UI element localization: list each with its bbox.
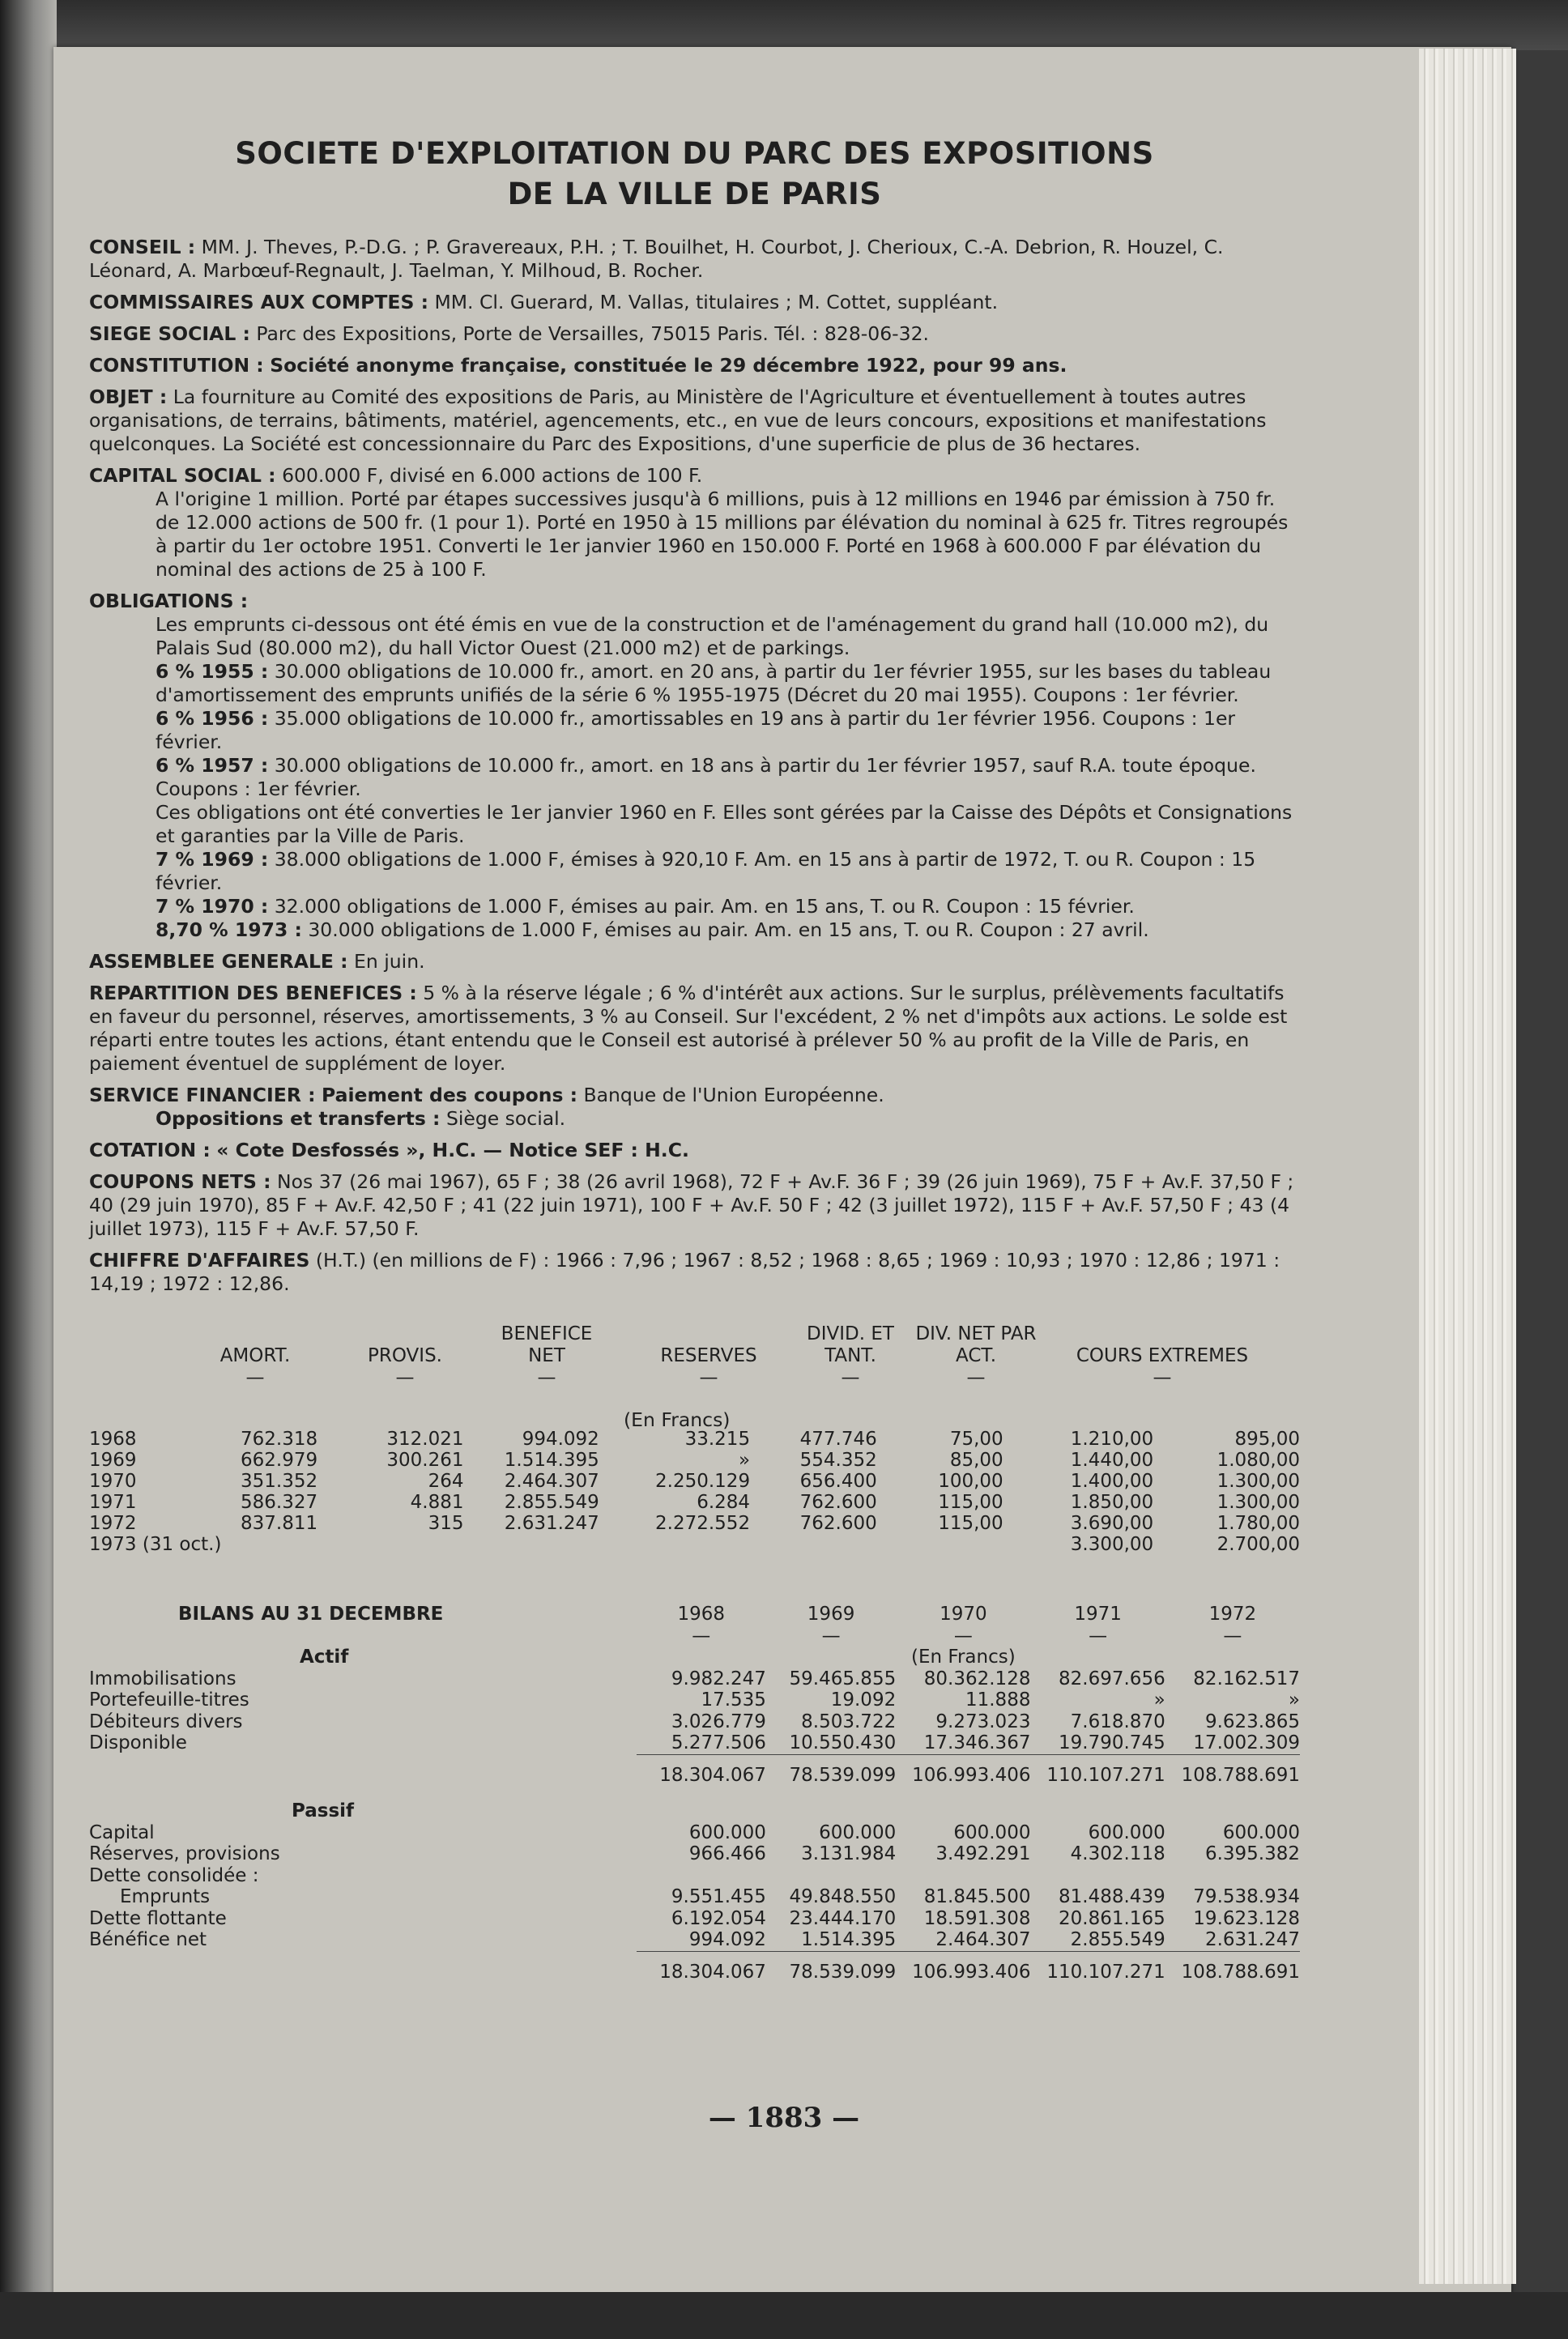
results-cell: 837.811 xyxy=(241,1513,318,1534)
bilan-value xyxy=(1165,1865,1300,1887)
siege-label: SIEGE SOCIAL : xyxy=(89,322,250,345)
bilan-actif-row xyxy=(89,1668,1300,1690)
bilan-label xyxy=(89,1754,637,1786)
bilan-value: 80.362.128 xyxy=(923,1668,1031,1689)
bilan-value: 600.000 xyxy=(819,1821,897,1843)
results-cell: 762.600 xyxy=(799,1513,877,1534)
cotation-label: COTATION : xyxy=(89,1139,211,1161)
balance-sheet xyxy=(89,1604,1300,1983)
bilan-value: 600.000 xyxy=(953,1821,1031,1843)
bilan-value: — xyxy=(821,1625,841,1647)
bilan-passif-row xyxy=(89,1843,1300,1865)
obligation-1973: 8,70 % 1973 : 30.000 obligations de 1.000 F, émises au pair. Am. en 15 ans, T. ou R. Coupon : 27 avril. xyxy=(156,918,1149,941)
assemblee-section xyxy=(89,950,1300,974)
results-cell: 75,00 xyxy=(949,1429,1003,1450)
obligation-1955: 6 % 1955 : 30.000 obligations de 10.000 fr., amort. en 20 ans, à partir du 1er février 1955, sur les bases du tableau d'amortissement des emprunts unifiés de la série 6 % 1955-1975 (Décret du 20 mai 1955). Coupons : 1er février. xyxy=(156,660,1272,706)
bilan-passif-row xyxy=(89,1908,1300,1930)
bilan-label: Immobilisations xyxy=(89,1668,236,1689)
bilan-value: 23.444.170 xyxy=(789,1907,897,1929)
bilan-value: 18.591.308 xyxy=(923,1907,1031,1929)
bilan-value xyxy=(896,1865,1030,1887)
bilan-passif-label xyxy=(89,1786,1300,1822)
bilan-value: 79.538.934 xyxy=(1193,1886,1300,1907)
bilan-label xyxy=(89,1625,637,1647)
bilan-value: 9.273.023 xyxy=(935,1711,1031,1732)
results-cell: 762.600 xyxy=(799,1492,877,1513)
col-header-reserves: RESERVES — xyxy=(660,1345,757,1388)
obligation-1957: 6 % 1957 : 30.000 obligations de 10.000 fr., amort. en 18 ans à partir du 1er février 1957, sauf R.A. toute époque. Coupons : 1er février. xyxy=(156,754,1256,800)
bilan-actif-total xyxy=(89,1754,1300,1786)
bilan-value: 19.623.128 xyxy=(1193,1907,1300,1929)
siege-section xyxy=(89,322,1300,346)
bilan-value: 1971 xyxy=(1074,1604,1122,1625)
results-year: 1970 xyxy=(89,1471,137,1492)
results-year: 1971 xyxy=(89,1492,137,1513)
bilan-value: 10.550.430 xyxy=(789,1732,897,1753)
bilan-value: 600.000 xyxy=(688,1821,766,1843)
bilan-value: 108.788.691 xyxy=(1165,1754,1300,1786)
bilan-value: 106.993.406 xyxy=(896,1951,1030,1983)
bilan-value: 19.092 xyxy=(830,1689,897,1711)
results-cell: » xyxy=(739,1450,751,1471)
bilan-value: 18.304.067 xyxy=(637,1951,766,1983)
repartition-section xyxy=(89,982,1300,1076)
bilan-value: 17.535 xyxy=(701,1689,766,1711)
results-cell: 656.400 xyxy=(799,1471,877,1492)
title-line-2: DE LA VILLE DE PARIS xyxy=(507,177,882,211)
results-cell: 1.300,00 xyxy=(1216,1471,1300,1492)
bilan-label: Actif xyxy=(300,1647,349,1668)
results-cell: 315 xyxy=(428,1513,464,1534)
results-year: 1968 xyxy=(89,1429,137,1450)
commissaires-text: MM. Cl. Guerard, M. Vallas, titulaires ; M. Cottet, suppléant. xyxy=(434,291,999,313)
bilan-label: Bénéfice net xyxy=(89,1929,207,1951)
results-cell xyxy=(317,1534,463,1555)
obligation-1970: 7 % 1970 : 32.000 obligations de 1.000 F, émises au pair. Am. en 15 ans, T. ou R. Coupon : 15 février. xyxy=(156,895,1135,918)
results-cell: 2.250.129 xyxy=(655,1471,751,1492)
results-cell: 3.300,00 xyxy=(1070,1534,1154,1555)
bilan-value: 2.464.307 xyxy=(935,1929,1031,1950)
bilan-value: 49.848.550 xyxy=(789,1886,897,1907)
results-cell: 2.855.549 xyxy=(504,1492,599,1513)
bilan-value: 81.488.439 xyxy=(1059,1886,1165,1907)
background-top xyxy=(0,0,1568,50)
results-cell: 2.464.307 xyxy=(504,1471,599,1492)
bilan-label: Dette flottante xyxy=(89,1907,227,1929)
bilan-value xyxy=(766,1647,896,1668)
col-header-provis: PROVIS. — xyxy=(368,1345,442,1388)
commissaires-label: COMMISSAIRES AUX COMPTES : xyxy=(89,291,428,313)
bilan-value: 17.002.309 xyxy=(1193,1732,1300,1753)
results-body xyxy=(89,1429,1300,1555)
bilan-value: 6.192.054 xyxy=(671,1907,766,1929)
objet-label: OBJET : xyxy=(89,386,168,408)
results-cell xyxy=(599,1534,750,1555)
bilan-value: 9.623.865 xyxy=(1204,1711,1300,1732)
bilan-value: 1970 xyxy=(940,1604,987,1625)
bilan-value: — xyxy=(953,1625,973,1647)
results-cell xyxy=(750,1534,877,1555)
results-cell: 1.400,00 xyxy=(1070,1471,1154,1492)
page-edges xyxy=(1419,49,1516,2284)
bilan-value: 59.465.855 xyxy=(789,1668,897,1689)
bilan-value: (En Francs) xyxy=(911,1647,1016,1668)
conseil-text: MM. J. Theves, P.-D.G. ; P. Gravereaux, P.H. ; T. Bouilhet, H. Courbot, J. Cherioux, C.-A. Debrion, R. Houzel, C. Léonard, A. Marbœuf-Regnault, J. Taelman, Y. Milhoud, B. Rocher. xyxy=(89,236,1224,282)
results-year: 1973 (31 oct.) xyxy=(89,1534,222,1555)
results-cell: 554.352 xyxy=(799,1450,877,1471)
bilan-value: 3.492.291 xyxy=(935,1843,1031,1864)
obligation-1969: 7 % 1969 : 38.000 obligations de 1.000 F, émises à 920,10 F. Am. en 15 ans à partir de 1972, T. ou R. Coupon : 15 février. xyxy=(156,848,1256,894)
coupons-label: COUPONS NETS : xyxy=(89,1170,271,1193)
bilan-value xyxy=(1165,1647,1300,1668)
page-number: — 1883 — xyxy=(708,2102,860,2134)
bilan-value xyxy=(896,1786,1030,1822)
bilan-value xyxy=(1165,1786,1300,1822)
bilan-value: 6.395.382 xyxy=(1204,1843,1300,1864)
objet-text: La fourniture au Comité des expositions de Paris, au Ministère de l'Agriculture et éventuellement à toutes autres organisations, de terrains, bâtiments, matériel, agencements, etc., en vue de leurs concours, expositions et manifestations quelconques. La Société est concessionnaire du Parc des Expositions, d'une superficie de plus de 36 hectares. xyxy=(89,386,1267,455)
bilan-value: 81.845.500 xyxy=(923,1886,1031,1907)
obligations-label: OBLIGATIONS : xyxy=(89,590,249,612)
results-cell: 100,00 xyxy=(938,1471,1003,1492)
results-table xyxy=(89,1323,1300,1555)
obligations-section xyxy=(89,590,1300,942)
results-row xyxy=(89,1471,1300,1492)
page-content xyxy=(89,134,1300,1983)
results-cell: 1.440,00 xyxy=(1070,1450,1154,1471)
capital-history: A l'origine 1 million. Porté par étapes successives jusqu'à 6 millions, puis à 12 millions en 1946 par émission à 750 fr. de 12.000 actions de 500 fr. (1 pour 1). Porté en 1950 à 15 millions par élévation du nominal à 625 fr. Titres regroupés à partir du 1er octobre 1951. Converti le 1er janvier 1960 en 150.000 F. Porté en 1968 à 600.000 F par élévation du nominal des actions de 25 à 100 F. xyxy=(156,488,1289,581)
capital-text: 600.000 F, divisé en 6.000 actions de 100 F. xyxy=(282,464,703,487)
results-cell: 115,00 xyxy=(938,1492,1003,1513)
results-cell xyxy=(877,1534,1003,1555)
repartition-label: REPARTITION DES BENEFICES : xyxy=(89,982,417,1004)
results-cell: 994.092 xyxy=(522,1429,599,1450)
bilan-value: 2.855.549 xyxy=(1070,1929,1165,1950)
bilan-value: 18.304.067 xyxy=(637,1754,766,1786)
bilan-value: 994.092 xyxy=(688,1929,766,1950)
results-row xyxy=(89,1492,1300,1513)
service-section: SERVICE FINANCIER : Paiement des coupons : Banque de l'Union Européenne. Oppositions et transferts : Siège social. xyxy=(89,1084,884,1130)
bilan-value: — xyxy=(1089,1625,1108,1647)
bilan-value: 110.107.271 xyxy=(1030,1951,1165,1983)
bilan-value: 20.861.165 xyxy=(1059,1907,1165,1929)
bilan-value: 17.346.367 xyxy=(923,1732,1031,1753)
cotation-text: « Cote Desfossés », H.C. — Notice SEF : H.C. xyxy=(216,1139,689,1161)
bilan-value xyxy=(637,1647,766,1668)
bilan-passif-row xyxy=(89,1865,1300,1887)
bilan-passif-total xyxy=(89,1951,1300,1983)
results-header xyxy=(89,1323,1300,1431)
repartition-text: 5 % à la réserve légale ; 6 % d'intérêt aux actions. Sur le surplus, prélèvements facultatifs en faveur du personnel, réserves, amortissements, 3 % au Conseil. Sur l'excédent, 2 % net d'impôts aux actions. Le solde est réparti entre toutes les actions, étant entendu que le Conseil est autorisé à prélever 50 % au profit de la Ville de Paris, en paiement éventuel de supplément de loyer. xyxy=(89,982,1288,1075)
chiffre-affaires-label: CHIFFRE D'AFFAIRES xyxy=(89,1249,310,1272)
page-title xyxy=(89,134,1300,215)
coupons-text: Nos 37 (26 mai 1967), 65 F ; 38 (26 avril 1968), 72 F + Av.F. 36 F ; 39 (26 juin 1969), 75 F + Av.F. 37,50 F ; 40 (29 juin 1970), 85 F + Av.F. 42,50 F ; 41 (22 juin 1971), 100 F + Av.F. 50 F ; 42 (3 juillet 1972), 115 F + Av.F. 57,50 F ; 43 (4 juillet 1973), 115 F + Av.F. 57,50 F. xyxy=(89,1170,1294,1240)
bilan-value: 11.888 xyxy=(965,1689,1031,1711)
results-cell: 4.881 xyxy=(410,1492,464,1513)
col-header-amort: AMORT. — xyxy=(219,1345,291,1388)
results-cell: 1.300,00 xyxy=(1216,1492,1300,1513)
results-cell: 477.746 xyxy=(799,1429,877,1450)
title-line-1: SOCIETE D'EXPLOITATION DU PARC DES EXPOSITIONS xyxy=(235,136,1154,171)
bilan-value: 110.107.271 xyxy=(1030,1754,1165,1786)
chiffre-affaires-section xyxy=(89,1249,1300,1296)
bilan-passif-row xyxy=(89,1886,1300,1908)
bilan-value: 78.539.099 xyxy=(766,1754,896,1786)
obligations-intro: Les emprunts ci-dessous ont été émis en vue de la construction et de l'aménagement du grand hall (10.000 m2), du Palais Sud (80.000 m2), du hall Victor Ouest (21.000 m2) et de parkings. xyxy=(156,613,1269,659)
results-cell: 895,00 xyxy=(1234,1429,1300,1450)
col-header-cours: COURS EXTREMES — xyxy=(1076,1345,1249,1388)
assemblee-text: En juin. xyxy=(354,950,425,973)
results-cell: 351.352 xyxy=(241,1471,318,1492)
results-cell xyxy=(221,1534,317,1555)
results-cell: 2.272.552 xyxy=(655,1513,751,1534)
bilan-value xyxy=(766,1786,896,1822)
results-cell: 300.261 xyxy=(386,1450,464,1471)
results-cell: 115,00 xyxy=(938,1513,1003,1534)
bilan-label: Portefeuille-titres xyxy=(89,1689,249,1711)
bilan-actif-row xyxy=(89,1732,1300,1754)
bilan-value: 8.503.722 xyxy=(801,1711,897,1732)
results-cell: 1.780,00 xyxy=(1216,1513,1300,1534)
conseil-section xyxy=(89,236,1300,283)
bilan-value: 3.026.779 xyxy=(671,1711,766,1732)
col-header-divid: DIVID. ET TANT. — xyxy=(807,1323,894,1388)
bilan-label: BILANS AU 31 DECEMBRE xyxy=(178,1604,444,1625)
results-year: 1969 xyxy=(89,1450,137,1471)
balance-sheet-table xyxy=(89,1604,1300,1983)
commissaires-section xyxy=(89,291,1300,314)
results-cell: 264 xyxy=(428,1471,464,1492)
results-year: 1972 xyxy=(89,1513,137,1534)
bilan-value: 106.993.406 xyxy=(896,1754,1030,1786)
bilan-label: Réserves, provisions xyxy=(89,1843,280,1864)
siege-text: Parc des Expositions, Porte de Versailles, 75015 Paris. Tél. : 828-06-32. xyxy=(256,322,930,345)
bilan-value: 1968 xyxy=(677,1604,726,1625)
results-cell: 1.080,00 xyxy=(1216,1450,1300,1471)
bilan-value: 9.982.247 xyxy=(671,1668,766,1689)
bilan-label: Dette consolidée : xyxy=(89,1864,259,1886)
bilan-actif-row xyxy=(89,1689,1300,1711)
results-row xyxy=(89,1513,1300,1534)
bilan-value: 2.631.247 xyxy=(1204,1929,1300,1950)
bilan-passif-row xyxy=(89,1822,1300,1844)
coupons-section xyxy=(89,1170,1300,1241)
results-cell: 312.021 xyxy=(386,1429,464,1450)
background-bottom xyxy=(0,2292,1568,2339)
results-cell: 662.979 xyxy=(241,1450,318,1471)
objet-section xyxy=(89,386,1300,456)
cotation-section xyxy=(89,1139,1300,1162)
bilan-label: Passif xyxy=(292,1800,355,1821)
bilan-value xyxy=(1030,1786,1165,1822)
bilan-header-dash xyxy=(89,1625,1300,1647)
results-cell: 2.700,00 xyxy=(1216,1534,1300,1555)
constitution-label: CONSTITUTION : xyxy=(89,354,264,377)
bilan-value: 1972 xyxy=(1208,1604,1257,1625)
bilan-passif-row xyxy=(89,1929,1300,1951)
col-header-div-net: DIV. NET PAR ACT. — xyxy=(915,1323,1037,1388)
results-cell: 1.210,00 xyxy=(1070,1429,1154,1450)
bilan-value xyxy=(1030,1865,1165,1887)
results-cell: 3.690,00 xyxy=(1070,1513,1154,1534)
obligations-conversion: Ces obligations ont été converties le 1er janvier 1960 en F. Elles sont gérées par la Caisse des Dépôts et Consignations et garanties par la Ville de Paris. xyxy=(156,801,1293,847)
bilan-value: 7.618.870 xyxy=(1070,1711,1165,1732)
bilan-value: 3.131.984 xyxy=(801,1843,897,1864)
bilan-value: 600.000 xyxy=(1222,1821,1300,1843)
chiffre-affaires-text: (H.T.) (en millions de F) : 1966 : 7,96 ; 1967 : 8,52 ; 1968 : 8,65 ; 1969 : 10,93 ; 1970 : 12,86 ; 1971 : 14,19 ; 1972 : 12,86. xyxy=(89,1249,1280,1295)
constitution-section xyxy=(89,354,1300,377)
results-cell: 6.284 xyxy=(697,1492,751,1513)
conseil-label: CONSEIL : xyxy=(89,236,196,258)
bilan-value: 82.697.656 xyxy=(1059,1668,1165,1689)
bilan-value: 19.790.745 xyxy=(1059,1732,1165,1753)
bilan-value: 600.000 xyxy=(1088,1821,1165,1843)
results-row xyxy=(89,1534,1300,1555)
assemblee-label: ASSEMBLEE GENERALE : xyxy=(89,950,348,973)
capital-label: CAPITAL SOCIAL : xyxy=(89,464,276,487)
bilan-value: 78.539.099 xyxy=(766,1951,896,1983)
bilan-value: 5.277.506 xyxy=(671,1732,766,1753)
bilan-value: » xyxy=(1153,1689,1165,1711)
bilan-value: 1969 xyxy=(807,1604,855,1625)
bilan-value: — xyxy=(692,1625,711,1647)
results-cell: 586.327 xyxy=(241,1492,318,1513)
bilan-value: 82.162.517 xyxy=(1193,1668,1300,1689)
service-label: SERVICE FINANCIER : xyxy=(89,1084,316,1106)
results-cell: 33.215 xyxy=(684,1429,751,1450)
bilan-value xyxy=(766,1865,896,1887)
bilan-value xyxy=(637,1786,766,1822)
bilan-label: Débiteurs divers xyxy=(89,1711,243,1732)
bilan-value: — xyxy=(1223,1625,1242,1647)
results-unit: (En Francs) xyxy=(624,1408,731,1431)
constitution-text: Société anonyme française, constituée le 29 décembre 1922, pour 99 ans. xyxy=(270,354,1067,377)
results-row xyxy=(89,1450,1300,1471)
bilan-label: Capital xyxy=(89,1821,155,1843)
bilan-value: 4.302.118 xyxy=(1070,1843,1165,1864)
results-cell: 762.318 xyxy=(241,1429,318,1450)
bilan-label xyxy=(89,1951,637,1983)
book-spine-left xyxy=(0,0,57,2339)
results-cell: 2.631.247 xyxy=(504,1513,599,1534)
bilan-value xyxy=(1030,1647,1165,1668)
bilan-value: » xyxy=(1288,1689,1300,1711)
bilan-actif-row xyxy=(89,1711,1300,1733)
results-cell: 85,00 xyxy=(949,1450,1003,1471)
bilan-value: 9.551.455 xyxy=(671,1886,766,1907)
results-cell: 1.514.395 xyxy=(504,1450,599,1471)
bilan-value: 1.514.395 xyxy=(801,1929,897,1950)
results-cell: 1.850,00 xyxy=(1070,1492,1154,1513)
col-header-benefice: BENEFICE NET — xyxy=(501,1323,593,1388)
bilan-label: Emprunts xyxy=(120,1886,211,1907)
bilan-actif-label xyxy=(89,1647,1300,1668)
bilan-header xyxy=(89,1604,1300,1625)
bilan-value xyxy=(637,1865,766,1887)
bilan-value: 966.466 xyxy=(688,1843,766,1864)
results-cell xyxy=(464,1534,599,1555)
capital-section xyxy=(89,464,1300,582)
bilan-value: 108.788.691 xyxy=(1165,1951,1300,1983)
bilan-label: Disponible xyxy=(89,1732,187,1754)
obligation-1956: 6 % 1956 : 35.000 obligations de 10.000 fr., amortissables en 19 ans à partir du 1er février 1956. Coupons : 1er février. xyxy=(156,707,1236,753)
